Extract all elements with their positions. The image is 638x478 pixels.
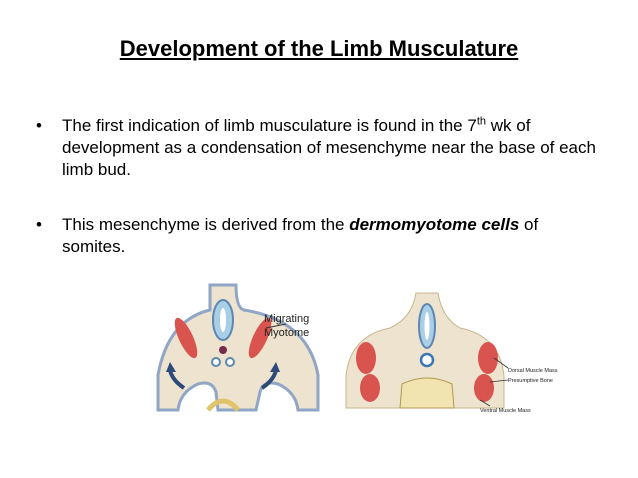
bullet-text-part: of somites.	[62, 215, 539, 256]
label-presumptive-bone: Presumptive Bone	[508, 378, 553, 384]
notochord	[219, 346, 227, 354]
ventral-mass-right	[474, 374, 494, 402]
bullet-item	[36, 214, 606, 258]
bullet-text	[62, 214, 606, 258]
figure-migrating-myotome	[148, 280, 328, 420]
embryo-section-outline	[158, 285, 318, 410]
aorta-right	[226, 358, 234, 366]
neural-canal	[220, 308, 226, 332]
dorsal-mass-left	[356, 342, 376, 374]
figure-muscle-masses	[340, 288, 560, 418]
presumptive-vertebra	[400, 378, 454, 408]
emphasis-text: dermomyotome cells	[349, 215, 520, 234]
ventral-mass-left	[360, 374, 380, 402]
notochord	[421, 354, 433, 366]
neural-canal	[425, 312, 430, 340]
label-migrating: Migrating	[264, 313, 310, 325]
bullet-list	[36, 115, 606, 291]
bullet-marker: •	[36, 116, 42, 135]
bullet-text	[62, 115, 606, 181]
slide-title: Development of the Limb Musculature	[119, 36, 519, 61]
label-dorsal-muscle-mass: Dorsal Muscle Mass	[508, 368, 558, 374]
label-myotome: Myotome	[264, 327, 310, 339]
bullet-text-part: wk of development as a condensation of mesenchyme near the base of each limb bud.	[62, 116, 596, 179]
bullet-text-part: This mesenchyme is derived from the	[62, 215, 350, 234]
label-ventral-muscle-mass: Ventral Muscle Mass	[480, 408, 531, 414]
migrating-myotome-diagram	[148, 280, 328, 420]
muscle-masses-diagram	[340, 288, 560, 418]
dorsal-mass-right	[478, 342, 498, 374]
aorta-left	[212, 358, 220, 366]
bullet-text-part: The first indication of limb musculature is found in the 7	[62, 116, 477, 135]
superscript: th	[476, 115, 487, 128]
bullet-item	[36, 115, 606, 181]
bullet-marker: •	[36, 215, 42, 234]
